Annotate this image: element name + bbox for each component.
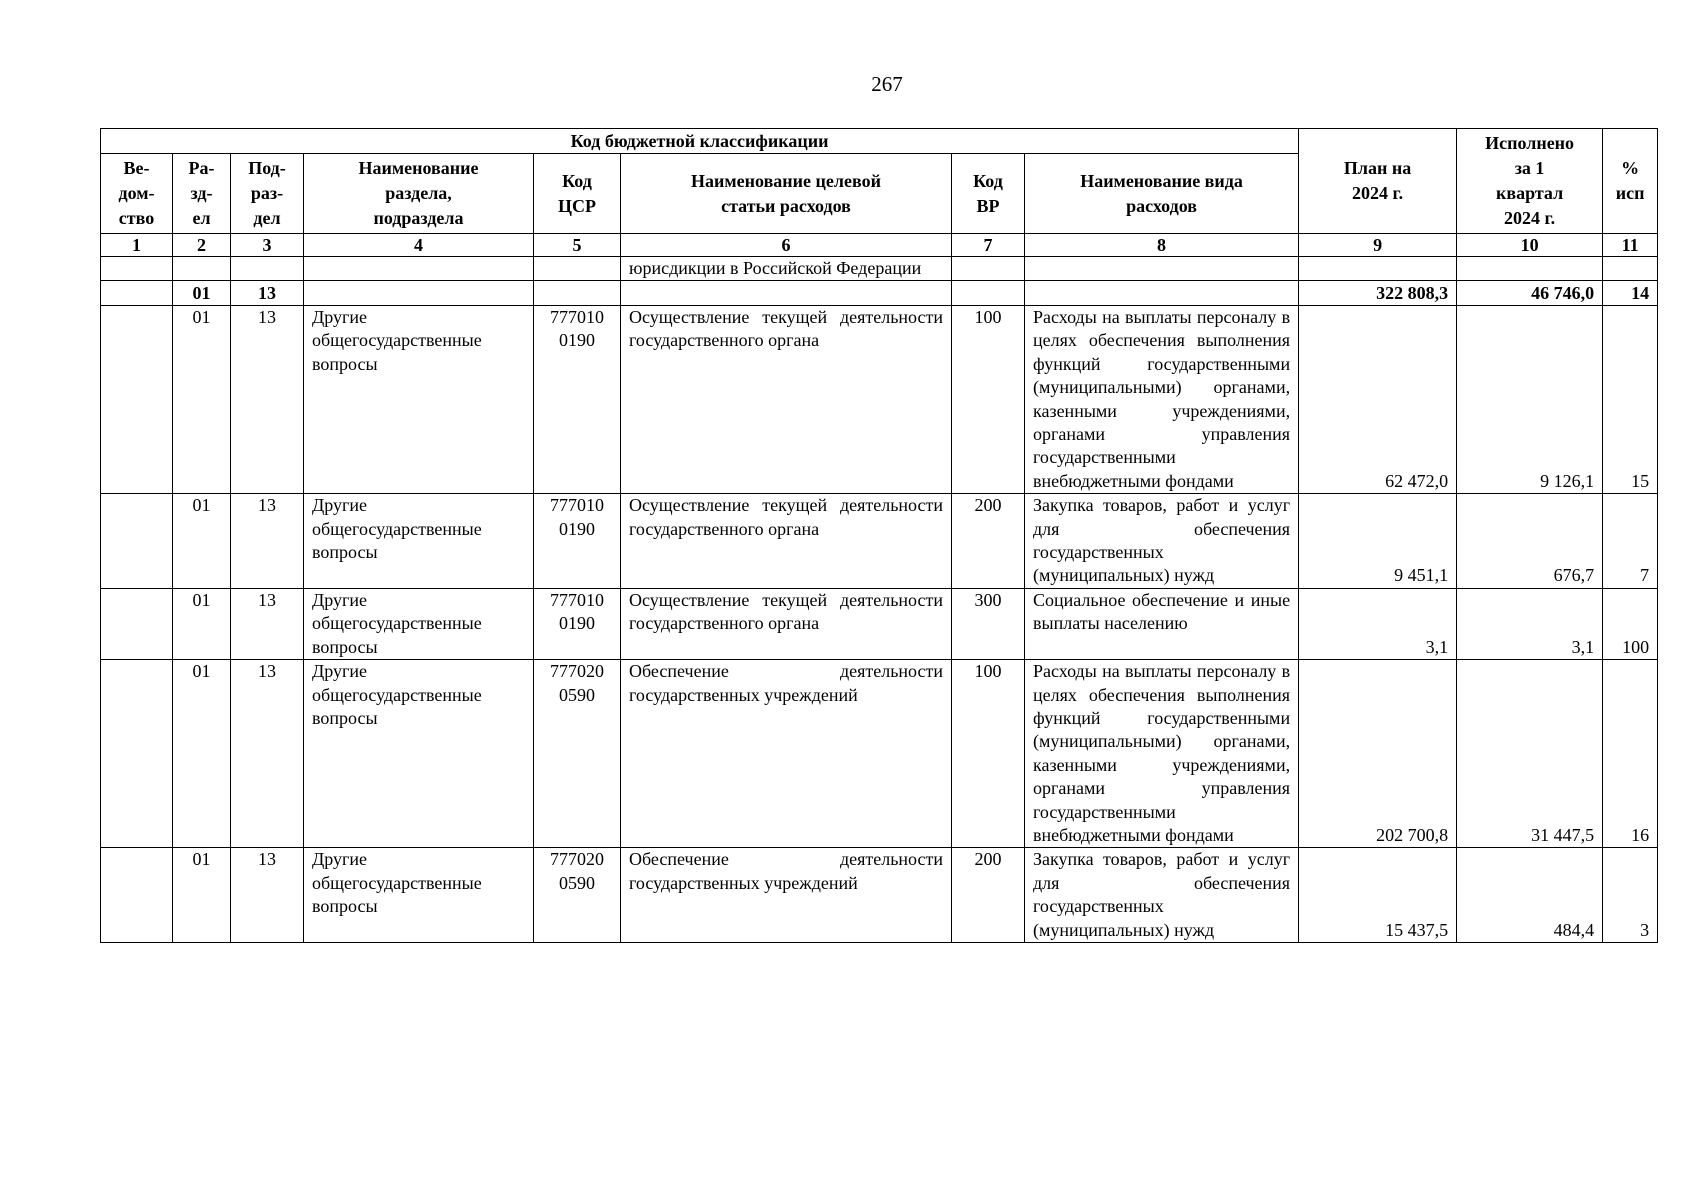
cell-section-name: Другие общегосударственные вопросы xyxy=(304,306,534,494)
col-number-9: 9 xyxy=(1299,234,1457,257)
cell-section-name: Другие общегосударственные вопросы xyxy=(304,588,534,659)
cell-section: 01 xyxy=(173,660,231,848)
cell-empty xyxy=(1457,257,1603,281)
cell-vr-code: 200 xyxy=(952,848,1025,943)
col-header-11: % исп xyxy=(1603,129,1658,234)
col-header-1: Ве- дом- ство xyxy=(101,154,173,234)
subtotal-plan: 322 808,3 xyxy=(1299,281,1457,306)
cell-vr-name: Социальное обеспечение и иные выплаты населению xyxy=(1025,588,1299,659)
cell-section-name: Другие общегосударственные вопросы xyxy=(304,660,534,848)
cell-csr-code: 777010 0190 xyxy=(534,588,621,659)
cell-empty xyxy=(534,281,621,306)
header-group-row xyxy=(101,129,1658,154)
cell-vedomstvo xyxy=(101,848,173,943)
col-header-5: Код ЦСР xyxy=(534,154,621,234)
cell-percent: 16 xyxy=(1603,660,1658,848)
cell-csr-code: 777010 0190 xyxy=(534,494,621,589)
table-row xyxy=(101,306,1658,494)
cell-executed: 9 126,1 xyxy=(1457,306,1603,494)
col-header-10: Исполнено за 1 квартал 2024 г. xyxy=(1457,129,1603,234)
col-header-6: Наименование целевой статьи расходов xyxy=(621,154,952,234)
col-number-11: 11 xyxy=(1603,234,1658,257)
cell-csr-code: 777020 0590 xyxy=(534,848,621,943)
cell-section: 01 xyxy=(173,588,231,659)
cell-vedomstvo xyxy=(101,660,173,848)
cell-csr-code: 777020 0590 xyxy=(534,660,621,848)
col-header-9: План на 2024 г. xyxy=(1299,129,1457,234)
col-number-3: 3 xyxy=(231,234,304,257)
cell-executed: 31 447,5 xyxy=(1457,660,1603,848)
subtotal-executed: 46 746,0 xyxy=(1457,281,1603,306)
cell-plan: 15 437,5 xyxy=(1299,848,1457,943)
col-number-10: 10 xyxy=(1457,234,1603,257)
cell-executed: 3,1 xyxy=(1457,588,1603,659)
cell-vr-name: Закупка товаров, работ и услуг для обеспечения государственных (муниципальных) нужд xyxy=(1025,494,1299,589)
cell-subsection: 13 xyxy=(231,494,304,589)
cell-empty xyxy=(621,281,952,306)
cell-empty xyxy=(1299,257,1457,281)
continuation-target-text: юрисдикции в Российской Федерации xyxy=(621,257,952,281)
cell-vr-code: 100 xyxy=(952,660,1025,848)
cell-empty xyxy=(952,281,1025,306)
cell-target-name: Обеспечение деятельности государственных учреждений xyxy=(621,660,952,848)
subtotal-percent: 14 xyxy=(1603,281,1658,306)
col-number-5: 5 xyxy=(534,234,621,257)
cell-empty xyxy=(101,281,173,306)
cell-executed: 484,4 xyxy=(1457,848,1603,943)
table-row xyxy=(101,848,1658,943)
cell-vr-code: 100 xyxy=(952,306,1025,494)
cell-empty xyxy=(304,281,534,306)
cell-empty xyxy=(101,257,173,281)
cell-section: 01 xyxy=(173,848,231,943)
cell-vr-code: 200 xyxy=(952,494,1025,589)
subtotal-row xyxy=(101,281,1658,306)
continuation-row xyxy=(101,257,1658,281)
cell-section: 01 xyxy=(173,306,231,494)
cell-plan: 9 451,1 xyxy=(1299,494,1457,589)
cell-target-name: Осуществление текущей деятельности государственного органа xyxy=(621,588,952,659)
cell-vr-code: 300 xyxy=(952,588,1025,659)
cell-vr-name: Расходы на выплаты персоналу в целях обеспечения выполнения функций государственными (муниципальными) органами, казенными учреждениями, органами управления государственными внебюджетными фондами xyxy=(1025,660,1299,848)
col-header-8: Наименование вида расходов xyxy=(1025,154,1299,234)
cell-empty xyxy=(173,257,231,281)
cell-empty xyxy=(1025,281,1299,306)
cell-plan: 62 472,0 xyxy=(1299,306,1457,494)
cell-empty xyxy=(231,257,304,281)
cell-subsection: 13 xyxy=(231,306,304,494)
col-header-4: Наименование раздела, подраздела xyxy=(304,154,534,234)
cell-plan: 202 700,8 xyxy=(1299,660,1457,848)
cell-target-name: Осуществление текущей деятельности государственного органа xyxy=(621,494,952,589)
cell-vr-name: Расходы на выплаты персоналу в целях обеспечения выполнения функций государственными (муниципальными) органами, казенными учреждениями, органами управления государственными внебюджетными фондами xyxy=(1025,306,1299,494)
cell-vedomstvo xyxy=(101,306,173,494)
table-row xyxy=(101,588,1658,659)
data-rows xyxy=(101,306,1658,943)
cell-executed: 676,7 xyxy=(1457,494,1603,589)
table-row xyxy=(101,660,1658,848)
col-number-8: 8 xyxy=(1025,234,1299,257)
subtotal-section: 01 xyxy=(173,281,231,306)
cell-csr-code: 777010 0190 xyxy=(534,306,621,494)
column-number-row xyxy=(101,234,1658,257)
cell-empty xyxy=(1603,257,1658,281)
cell-target-name: Осуществление текущей деятельности государственного органа xyxy=(621,306,952,494)
cell-target-name: Обеспечение деятельности государственных учреждений xyxy=(621,848,952,943)
col-number-1: 1 xyxy=(101,234,173,257)
cell-section-name: Другие общегосударственные вопросы xyxy=(304,848,534,943)
col-number-4: 4 xyxy=(304,234,534,257)
subtotal-subsection: 13 xyxy=(231,281,304,306)
col-number-6: 6 xyxy=(621,234,952,257)
cell-empty xyxy=(304,257,534,281)
cell-percent: 3 xyxy=(1603,848,1658,943)
col-header-2: Ра- зд- ел xyxy=(173,154,231,234)
cell-section-name: Другие общегосударственные вопросы xyxy=(304,494,534,589)
cell-subsection: 13 xyxy=(231,588,304,659)
group-title: Код бюджетной классификации xyxy=(101,129,1299,154)
cell-vr-name: Закупка товаров, работ и услуг для обеспечения государственных (муниципальных) нужд xyxy=(1025,848,1299,943)
col-number-7: 7 xyxy=(952,234,1025,257)
cell-percent: 15 xyxy=(1603,306,1658,494)
cell-vedomstvo xyxy=(101,588,173,659)
cell-subsection: 13 xyxy=(231,660,304,848)
cell-empty xyxy=(952,257,1025,281)
cell-percent: 100 xyxy=(1603,588,1658,659)
cell-vedomstvo xyxy=(101,494,173,589)
cell-plan: 3,1 xyxy=(1299,588,1457,659)
cell-empty xyxy=(534,257,621,281)
cell-subsection: 13 xyxy=(231,848,304,943)
table-row xyxy=(101,494,1658,589)
col-header-3: Под- раз- дел xyxy=(231,154,304,234)
cell-percent: 7 xyxy=(1603,494,1658,589)
col-header-7: Код ВР xyxy=(952,154,1025,234)
cell-section: 01 xyxy=(173,494,231,589)
cell-empty xyxy=(1025,257,1299,281)
budget-table xyxy=(100,128,1658,943)
page-number: 267 xyxy=(871,72,903,96)
col-number-2: 2 xyxy=(173,234,231,257)
